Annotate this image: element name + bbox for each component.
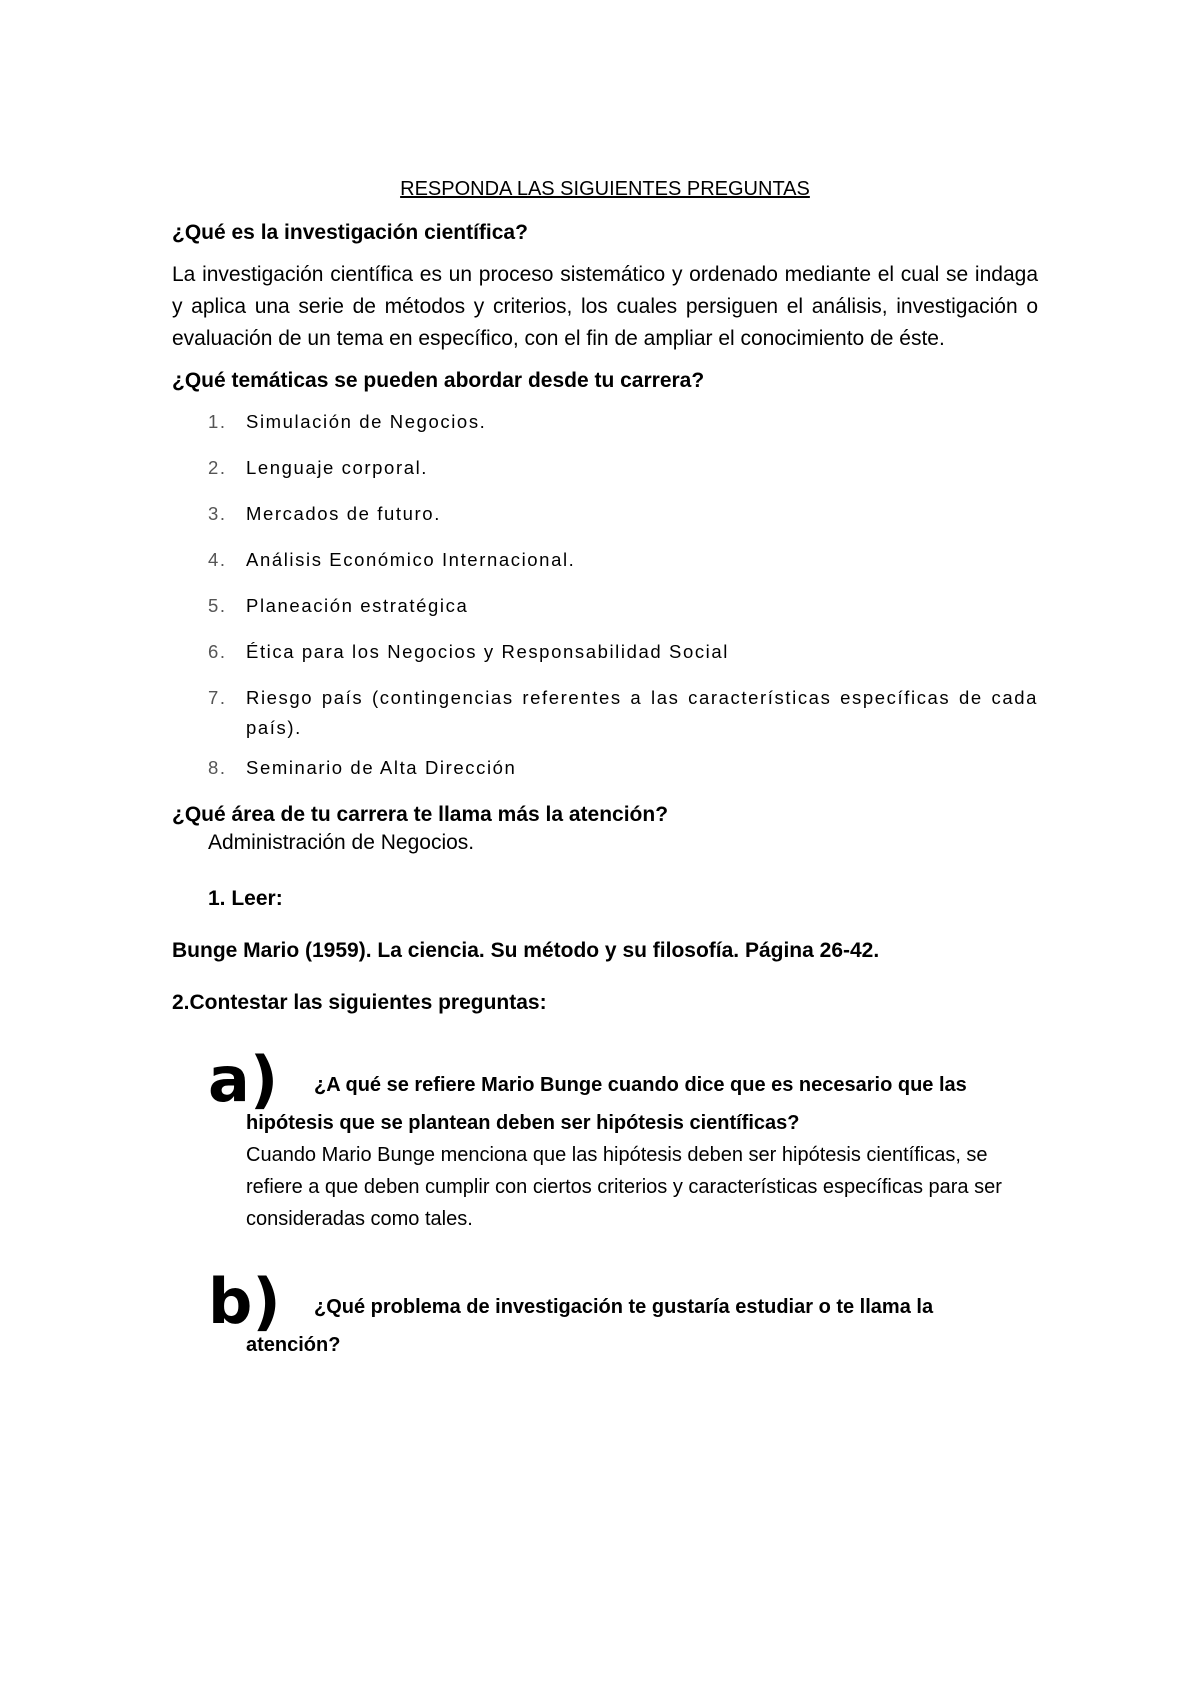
sub-question-a (172, 1043, 1038, 1235)
document-content (172, 178, 1038, 1359)
list-item-text: Seminario de Alta Dirección (246, 757, 517, 778)
sub-question-letter: b) (208, 1265, 281, 1338)
list-item (208, 595, 1038, 617)
list-item (208, 503, 1038, 525)
list-item (208, 411, 1038, 433)
answer-scientific-research: La investigación científica es un proceso sistemático y ordenado mediante el cual se indaga y aplica una serie de métodos y criterios, los cuales persiguen el análisis, investigación o evaluación de un tema en específico, con el fin de ampliar el conocimiento de éste. (172, 263, 1038, 350)
sub-question-text-continued: hipótesis que se plantean deben ser hipótesis científicas? (246, 1112, 800, 1134)
topic-list (172, 411, 1038, 779)
list-item-number: 3. (208, 503, 227, 524)
list-item-number: 4. (208, 549, 227, 570)
list-item-text: Simulación de Negocios. (246, 411, 487, 432)
list-item-text: Lenguaje corporal. (246, 457, 429, 478)
list-item (208, 687, 1038, 743)
list-item-text: Planeación estratégica (246, 595, 469, 616)
list-item (208, 457, 1038, 479)
list-item-number: 1. (208, 411, 227, 432)
list-item-text: Ética para los Negocios y Responsabilidad Social (246, 641, 729, 662)
step-answer-label: 2.Contestar las siguientes preguntas: (172, 991, 547, 1014)
list-item-number: 5. (208, 595, 227, 616)
question-career-area: ¿Qué área de tu carrera te llama más la atención? (172, 803, 669, 826)
list-item-number: 7. (208, 687, 227, 708)
list-item (208, 641, 1038, 663)
list-item-number: 2. (208, 457, 227, 478)
list-item-text: Mercados de futuro. (246, 503, 441, 524)
document-title: RESPONDA LAS SIGUIENTES PREGUNTAS (400, 178, 810, 200)
list-item-number: 8. (208, 757, 227, 778)
question-scientific-research: ¿Qué es la investigación científica? (172, 221, 528, 244)
answer-career-area: Administración de Negocios. (208, 831, 475, 854)
list-item (208, 549, 1038, 571)
step-read-label: 1. Leer: (208, 887, 283, 910)
list-item-text: Riesgo país (contingencias referentes a las características específicas de cada país). (246, 687, 1038, 738)
reading-reference: Bunge Mario (1959). La ciencia. Su método y su filosofía. Página 26-42. (172, 939, 880, 962)
list-item-number: 6. (208, 641, 227, 662)
sub-question-letter: a) (208, 1043, 279, 1116)
sub-question-text: ¿Qué problema de investigación te gustaría estudiar o te llama la (314, 1296, 934, 1318)
sub-question-text-continued: atención? (246, 1334, 341, 1356)
sub-question-text: ¿A qué se refiere Mario Bunge cuando dice que es necesario que las (314, 1074, 967, 1096)
sub-question-answer: Cuando Mario Bunge menciona que las hipótesis deben ser hipótesis científicas, se refiere a que deben cumplir con ciertos criterios y características específicas para ser consideradas como tales. (246, 1144, 1002, 1230)
question-career-topics: ¿Qué temáticas se pueden abordar desde tu carrera? (172, 369, 705, 392)
sub-question-b (172, 1265, 1038, 1359)
list-item-text: Análisis Económico Internacional. (246, 549, 576, 570)
list-item (208, 757, 1038, 779)
